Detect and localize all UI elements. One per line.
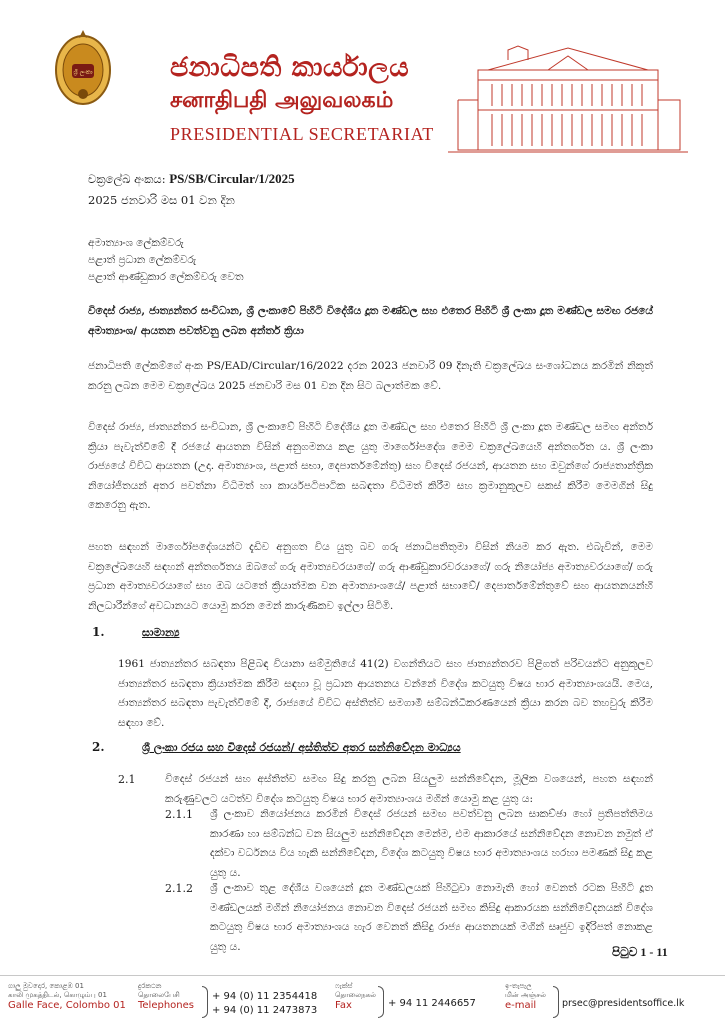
circular-date: 2025 ජනවාරි මස 01 වන දින bbox=[88, 193, 235, 207]
footer-address-ta: காலி முகத்திடல், கொழும்பு 01 bbox=[8, 991, 107, 999]
subsection-2-1-1-number: 2.1.1 bbox=[165, 808, 193, 821]
page-number: පිටුව 1 - 11 bbox=[612, 945, 668, 959]
footer-fax-label-si: ෆැක්ස් bbox=[335, 982, 353, 990]
footer-address bbox=[8, 982, 126, 1011]
circular-number-line bbox=[88, 171, 295, 187]
title-english: PRESIDENTIAL SECRETARIAT bbox=[170, 124, 434, 144]
subsection-2-1-number: 2.1 bbox=[118, 773, 136, 786]
paragraph-2: විදෙස් රාජ්‍ය, ජාත්‍යන්තර සංවිධාන, ශ්‍රී ලංකාවේ පිහිටි විදේශීය දූත මණ්ඩල සහ එතෙර පිහිටි ශ්‍රී ලංකා දූත මණ්ඩල සමඟ අන්තර් ක්‍රියා පැවැත්වීමේ දී රජයේ ආයතන විසින් අනුගමනය කළ යුතු මාර්ගෝපදේශ මෙම චක්‍රලේඛයෙහි අන්තර්ගත ය. ශ්‍රී ලංකා රාජ්‍යයේ විවිධ ආයතන (උදා. අමාත්‍යාංශ, පළාත් සභා, දෙපාර්තමේන්තු) සහ විදෙස් රජයන්, ආයතන සහ ඔවුන්ගේ රාජ්‍යතාන්ත්‍රික නියෝජිතයන් අතර පවත්නා විධිමත් හා කාර්යපටිපාටික සබඳතා විධිමත් කිරීම සහ ක්‍රමානුකූලව සකස් කිරීම මෙමගින් සිදු කෙරෙනු ඇත. bbox=[88, 421, 653, 511]
title-sinhala: ජනාධිපති කාර්යාලය bbox=[170, 52, 410, 83]
circular-label: චක්‍රලේඛ අංකය: bbox=[88, 172, 166, 186]
addressee-3: පළාත් ආණ්ඩුකාර ලේකම්වරු වෙත bbox=[88, 271, 244, 283]
footer-email-label-en: e-mail bbox=[505, 1000, 537, 1011]
subsection-2-1-2-body: ශ්‍රී ලංකාව තුළ දේශීය වශයෙන් දූත මණ්ඩලයක් පිහිටුවා නොමැති හෝ වෙනත් රටක පිහිටි දූත මණ්ඩලයක් මගින් නියෝජනය නොවන විදෙස් රජයන් සමඟ කිසිදු ආකාරයක සන්නිවේදනයක් විදේශ කටයුතු විෂය භාර අමාත්‍යාංශය හැර වෙනත් කිසිදු රාජ්‍ය ආයතනයක් මගින් සෘජුව ඉදිරිපත් නොකළ යුතු ය. bbox=[210, 882, 653, 953]
footer-tel-1: + 94 (0) 11 2354418 bbox=[212, 991, 318, 1002]
subsection-2-1-2-number: 2.1.2 bbox=[165, 882, 193, 895]
section-2-title: ශ්‍රී ලංකා රජය සහ විදෙස් රජයන්/ අස්තිත්ව අතර සන්නිවේදන මාධ්‍යය bbox=[142, 741, 461, 754]
footer-fax-number: + 94 11 2446657 bbox=[388, 998, 476, 1009]
sri-lanka-emblem bbox=[52, 26, 114, 108]
footer-fax-label-ta: தொலைநகல் bbox=[335, 991, 376, 999]
footer-email-label bbox=[505, 982, 546, 1011]
footer-email-address[interactable]: prsec@presidentsoffice.lk bbox=[562, 998, 685, 1009]
footer-email-brace bbox=[553, 986, 559, 1018]
footer-address-en: Galle Face, Colombo 01 bbox=[8, 1000, 126, 1011]
emblem-caption: ශ්‍රී ලංකා bbox=[73, 69, 93, 76]
addressee-1: අමාත්‍යාංශ ලේකම්වරු bbox=[88, 237, 184, 249]
paragraph-3: පහත සඳහන් මාර්ගෝපදේශයන්ට දැඩිව අනුගත විය යුතු බව ගරු ජනාධිපතිතුමා විසින් නියම කර ඇත. එබැවින්, මෙම චක්‍රලේඛයෙහි සඳහන් අන්තර්ගතය ඔබගේ ගරු අමාත්‍යවරයාගේ/ ගරු ආණ්ඩුකාරවරයාගේ/ ගරු නියෝජ්‍ය අමාත්‍යවරයාගේ/ ගරු ප්‍රධාන අමාත්‍යවරයාගේ සහ ඔබ යටතේ ක්‍රියාත්මක වන අමාත්‍යාංශයේ/ පළාත් සභාවේ/ දෙපාර්තමේන්තුවේ සහ ආයතනයන්හි නිලධාරීන්ගේ අවධානයට යොමු කරන මෙන් කාරුණිකව ඉල්ලා සිටිමි. bbox=[88, 541, 653, 612]
section-1-number: 1. bbox=[92, 625, 105, 639]
footer-fax-label-en: Fax bbox=[335, 1000, 352, 1011]
subsection-2-1-1-body: ශ්‍රී ලංකාව නියෝජනය කරමින් විදෙස් රජයන් සමඟ පවත්වනු ලබන සාකච්ඡා හෝ ප්‍රතිපත්තිමය කාරණා හා සම්බන්ධ වන සියලුම සන්නිවේදන මෙන්ම, එම ආකාරයේ සන්නිවේදන නොවන නමුත් ඒ දක්වා වර්ධනය විය හැකි සන්නිවේදන, විදේශ කටයුතු විෂය භාර අමාත්‍යාංශය හරහා පමණක් සිදු කළ යුතු ය. bbox=[210, 808, 653, 879]
footer-email-label-si: ඉ-තැපැල bbox=[505, 982, 532, 990]
footer-tel-2: + 94 (0) 11 2473873 bbox=[212, 1005, 318, 1016]
section-2-number: 2. bbox=[92, 740, 105, 754]
footer-fax-brace bbox=[378, 986, 384, 1018]
footer-telephone-label bbox=[138, 982, 194, 1011]
subject-heading: විදෙස් රාජ්‍ය, ජාත්‍යන්තර සංවිධාන, ශ්‍රී ලංකාවේ පිහිටි විදේශීය දූත මණ්ඩල සහ එතෙර පිහිටි ශ්‍රී ලංකා දූත මණ්ඩල සමඟ රජයේ අමාත්‍යාංශ/ ආයතන පවත්වනු ලබන අන්තර් ක්‍රියා bbox=[88, 305, 653, 337]
footer-divider bbox=[0, 975, 725, 976]
section-1-title: සාමාන්‍ය bbox=[142, 626, 180, 639]
footer-tel-brace bbox=[202, 986, 208, 1018]
footer-address-si: ගාලු මුවදොර, කොළඹ 01 bbox=[8, 982, 84, 990]
paragraph-1: ජනාධිපති ලේකම්ගේ අංක PS/EAD/Circular/16/2022 දරන 2023 ජනවාරි 09 දිනැති චක්‍රලේඛය සංශෝධනය කරමින් නිකුත් කරනු ලබන මෙම චක්‍රලේඛය 2025 ජනවාරි මස 01 වන දින සිට බලාත්මක වේ. bbox=[88, 360, 653, 392]
section-1-body: 1961 ජාත්‍යන්තර සබඳතා පිළිබඳ වියානා සම්මුතියේ 41(2) වගන්තියට සහ ජාත්‍යන්තරව පිළිගත් පරිචයන්ට අනුකූලව ජාත්‍යන්තර සබඳතා ක්‍රියාත්මක කිරීම සඳහා වූ ප්‍රධාන ආයතනය වන්නේ විදේශ කටයුතු විෂය භාර අමාත්‍යාංශයයි. මෙය, ජාත්‍යන්තර සබඳතා පැවැත්වීමේ දී, රාජ්‍යයේ විවිධ අස්තිත්ව සමගාමී සම්බන්ධීකරණයෙන් ක්‍රියා කරන බව තහවුරු කිරීම සඳහා වේ. bbox=[118, 658, 653, 729]
footer-tel-label-ta: தொலைபேசி bbox=[138, 991, 180, 999]
footer-tel-label-en: Telephones bbox=[138, 1000, 194, 1011]
footer-email-label-ta: மின் அஞ்சல் bbox=[505, 991, 546, 999]
footer-tel-label-si: දුරකථන bbox=[138, 982, 162, 990]
footer-fax-label bbox=[335, 982, 376, 1011]
addressee-2: පළාත් ප්‍රධාන ලේකම්වරු bbox=[88, 254, 197, 266]
subsection-2-1-body: විදෙස් රජයන් සහ අස්තිත්ව සමඟ සිදු කරනු ලබන සියලුම සන්නිවේදන, මූලික වශයෙන්, පහත සඳහන් කරුණුවලට යටත්ව විදේශ කටයුතු විෂය භාර අමාත්‍යාංශය මගින් යොමු කළ යුතු ය: bbox=[165, 773, 653, 805]
circular-number: PS/SB/Circular/1/2025 bbox=[169, 171, 295, 186]
title-tamil: சனாதிபதி அலுவலகம் bbox=[170, 87, 394, 113]
building-illustration bbox=[448, 40, 688, 156]
